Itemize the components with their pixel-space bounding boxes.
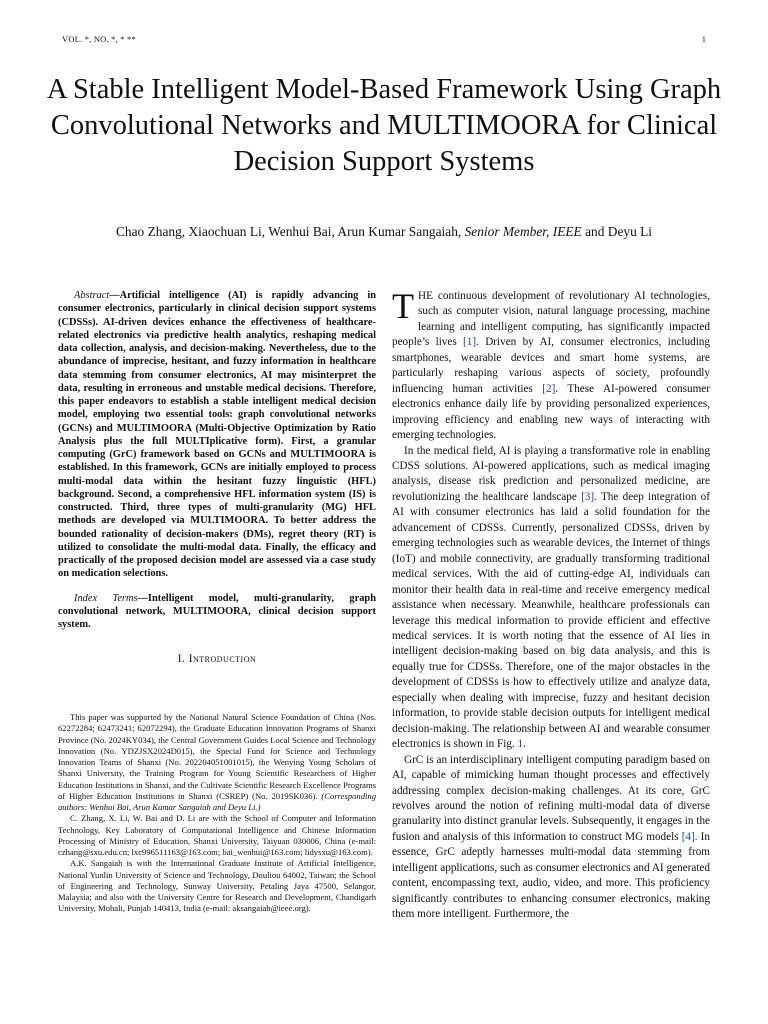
running-header: VOL. *, NO. *, * ** (62, 34, 136, 44)
footnotes (58, 712, 376, 915)
footnote-affiliation-2: A.K. Sangaiah is with the International Graduate Institute of Artificial Intelligence, National Yunlin University of Science and Technology, Douliou 64002, Taiwan; the School of Engineering and Technology, Sunway University, Petaling Jaya 47500, Selangor, Malaysia; and also with the University Centre for Research and Development, Chandigarh University, Mohali, Punjab 140413, India (e-mail: aksangaiah@ieee.org). (58, 858, 376, 914)
citation-link[interactable]: [1] (463, 336, 477, 349)
author-names: Chao Zhang, Xiaochuan Li, Wenhui Bai, Arun Kumar Sangaiah, (115, 224, 462, 239)
footnote-corresponding: (Corresponding authors: Wenhui Bai, Arun Kumar Sangaiah and Deyu Li.) (58, 790, 376, 812)
citation-link[interactable]: [3] (581, 490, 595, 503)
left-column (58, 289, 376, 665)
paper-title: A Stable Intelligent Model-Based Framework Using Graph Convolutional Networks and MULTIMOORA for Clinical Decision Support Systems (46, 74, 722, 177)
page-number: 1 (701, 34, 706, 44)
author-role: Senior Member, IEEE (464, 224, 582, 239)
author-tail: and Deyu Li (585, 224, 653, 239)
footnote-funding: This paper was supported by the National Natural Science Foundation of China (Nos. 62272284; 62473241; 62072294), the Graduate Education Innovation Programs of Shanxi Province (No. 2024KY034), the Central Government Guides Local Science and Technology Innovation (No. YDZJSX2024D015), the Special Fund for Science and Technology Innovation Teams of Shanxi (No. 202204051001015), the Wenying Young Scholars of Shanxi University, the Training Program for Young Scientific Researchers of Higher Education Institutions in Shanxi, and the Cultivate Scientific Research Excellence Programs of Higher Education Institutions in Shanxi (CSREP) (No. 2019SK036). (Corresponding authors: Wenhui Bai, Arun Kumar Sangaiah and Deyu Li.) (58, 712, 376, 812)
abstract-lead: Abstract (74, 290, 110, 301)
figure-link[interactable]: 1 (517, 738, 524, 751)
citation-link[interactable]: [4] (681, 830, 695, 843)
footnote-affiliation-1: C. Zhang, X. Li, W. Bai and D. Li are with the School of Computer and Information Technology, Key Laboratory of Computational Intelligence and Chinese Information Processing of Ministry of Education, Shanxi University, Taiyuan 030006, China (e-mail: czhang@sxu.edu.cn; lxc996511163@163.com; bai_wenhui@163.com; lidysxu@163.com). (58, 813, 376, 857)
author-line (40, 224, 728, 240)
index-terms-text: —Intelligent model, multi-granularity, graph convolutional network, MULTIMOORA, clinical decision support system. (58, 592, 376, 630)
intro-paragraph-2: In the medical field, AI is playing a transformative role in enabling CDSS solutions. AI-powered applications, such as medical imaging analysis, disease risk prediction and personalized medicine, are revolutionizing the healthcare landscape [3]. The deep integration of AI with consumer electronics has laid a solid foundation for the advancement of CDSSs. Currently, personalized CDSSs, driven by emerging technologies such as wearable devices, the Internet of things (IoT) and mobile connectivity, are gradually transforming traditional medical services. With the aid of cutting-edge AI, individuals can monitor their health data in real-time and receive emergency medical assistance when necessary. Meanwhile, healthcare professionals can leverage this medical information to provide efficient and effective medical services. It is worth noting that the essence of AI lies in intelligent decision-making based on big data analysis, and this is equally true for CDSSs. Therefore, one of the major obstacles in the development of CDSSs is how to effectively utilize and analyze data, especially when dealing with imprecise, fuzzy and hesitant decision information, to provide stable decision outputs for intelligent medical decision-making. The relationship between AI and wearable consumer electronics is shown in Fig. 1. (392, 444, 710, 751)
right-column (392, 286, 710, 923)
abstract (58, 289, 376, 581)
index-terms-lead: Index Terms (74, 592, 138, 604)
citation-link[interactable]: [2] (542, 382, 556, 395)
section-heading-introduction: I. Introduction (177, 653, 257, 666)
intro-caps: HE (418, 290, 433, 302)
drop-cap: T (392, 286, 414, 326)
index-terms (58, 592, 376, 632)
intro-paragraph-3: GrC is an interdisciplinary intelligent computing paradigm based on AI, capable of mimicking human thought processes and effectively addressing complex decision-making challenges. At its core, GrC revolves around the notion of refining multi-modal data of diverse granularity into distinct granular levels. Subsequently, it engages in the fusion and analysis of this information to construct MG models [4]. In essence, GrC adeptly harnesses multi-modal data stemming from intelligent applications, such as consumer electronics and AI generated content, encompassing text, audio, video, and more. This proficiency significantly contributes to enhancing consumer electronics, making them more intelligent. Furthermore, the (392, 753, 710, 921)
intro-paragraph-1: THE continuous development of revolutionary AI technologies, such as computer vision, natural language processing, machine learning and intelligent computing, has significantly impacted people’s lives [1]. Driven by AI, consumer electronics, including smartphones, wearable devices and smart home systems, are particularly reshaping various aspects of society, profoundly influencing human activities [2]. These AI-powered consumer electronics enhance daily life by providing personalized experiences, improving efficiency and enabling new ways of interacting with emerging technologies. (392, 286, 710, 442)
abstract-text: —Artificial intelligence (AI) is rapidly advancing in consumer electronics, particularly in clinical decision support systems (CDSSs). AI-driven devices enhance the effectiveness of healthcare-related electronics via predictive health analytics, reshaping medical data collection, analysis, and decision-making. Nevertheless, due to the abundance of imprecise, hesitant, and fuzzy information in healthcare data stemming from consumer electronics, AI may misinterpret the data, resulting in erroneous and unstable medical decisions. Therefore, this paper endeavors to establish a stable intelligent medical decision model, employing two essential tools: graph convolutional networks (GCNs) and MULTIMOORA (Multi-Objective Optimization by Ratio Analysis plus the full MULTIplicative form). First, a granular computing (GrC) framework based on GCNs and MULTIMOORA is established. In this framework, GCNs are initially employed to process multi-modal data within the hesitant fuzzy linguistic (HFL) background. Second, a comprehensive HFL information system (IS) is constructed. Third, three types of multi-granularity (MG) HFL methods are developed via MULTIMOORA. To better address the bounded rationality of decision-makers (DMs), regret theory (RT) is utilized to consolidate the multi-modal data. Finally, the efficacy and practically of the proposed decision model are assessed via a case study on medication selections. (58, 290, 376, 580)
